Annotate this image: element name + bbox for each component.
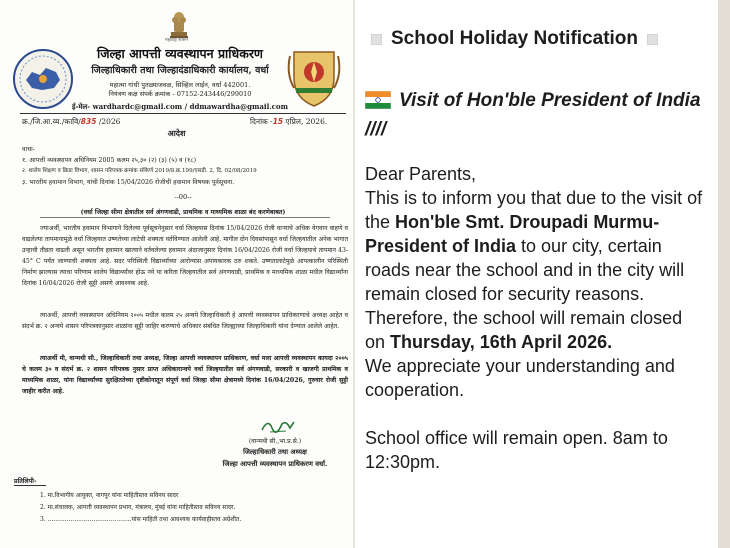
chat-message-panel [355, 0, 730, 548]
closure-date: Thursday, 16th April 2026. [390, 332, 613, 352]
office-address: महात्मा गांधी पुतळ्याजवळ, सिव्हिल लाईन, वर्धा 442001. [109, 81, 251, 89]
copy-label-underline [14, 485, 46, 486]
reference-item: १. आपत्ती व्यवस्थापन अधिनियम 2005 कलम २५,३० (२) (३) (५) व (१८) [22, 157, 197, 164]
message-paragraph-2: Therefore, the school will remain closed on Thursday, 16th April 2026. [365, 308, 683, 352]
office-email: ई-मेल- wardhardc@gmail.com / ddmawardha@gmail.com [71, 102, 289, 111]
visit-heading: Visit of Hon'ble President of India //// [365, 90, 701, 140]
signatory-authority: जिल्हा आपत्ती व्यवस्थापन प्राधिकरण वर्धा. [222, 460, 328, 468]
government-order-document [0, 0, 353, 548]
white-square-icon [647, 34, 658, 45]
order-paragraph-3: त्याअर्थी मी, वान्मथी सी., जिल्हाधिकारी तथा अध्यक्ष, जिल्हा आपत्ती व्यवस्थापन प्राधिकरण, वर्धा मला आपत्ती व्यवस्थापन कायदा २००५ चे कलम ३० व संदर्भ क्र. २ शासन परिपत्रक नुसार प्राप्त अधिकारान्वये वर्धा जिल्हयातील सर्व अंगणवाडी, सरकारी व खाजगी प्राथमिक व माध्यमिक शाळा, यांना विद्यार्थ्यांच्या सुरक्षिततेच्या दृष्टीकोनातून संपूर्ण वर्धा जिल्हा सीमा क्षेत्रामध्ये दिनांक 16/04/2026, गुरुवार रोजी सुट्टी जाहीर करीत आहे. [22, 355, 348, 395]
order-paragraph-2: त्याअर्थी, आपत्ती व्यवस्थापन अधिनियम २००५ मधील कलम २५ अन्वये जिल्हाधिकारी हे आपत्ती व्यवस्थापन प्राधिकरणाचे अध्यक्ष आहेत व संदर्भ क्र. २ अन्वये शासन परिपत्रकानुसार शाळांना सुट्टी जाहिर करण्याचे अधिकार संबंधित जिल्ह्याच्या जिल्हाधिकारी यांना देण्यात आलेले आहेत. [22, 312, 348, 330]
state-emblem-icon [168, 10, 190, 40]
separator: --00-- [174, 193, 192, 201]
white-square-icon [371, 34, 382, 45]
order-paragraph-1: ज्याअर्थी, भारतीय हवामान विभागाने दिलेल्या पूर्वसूचनेनुसार वर्धा जिल्हयास दिनांक 15/04/2026 रोजी वाऱ्याचे अधिक वेगवान वाहणे व वाढलेल्या तापमानामुळे वर्धा जिल्हयात उष्णतेच्या लाटेची शक्यता वर्तविण्यात आलेली आहे. मागील दोन दिवसांपासून वर्धा जिल्हयातील अनेक भागात उन्हाची तीव्रता वाढली असून भारतीय हवामान खात्याने वर्तवलेल्या हवामान अंदाजानुसार दिनांक 16/04/2026 रोजी वर्धा जिल्हयाचे तापमान 43-45° C पर्यंत जाण्याची शक्यता आहे. सदर परिस्थिती विद्यार्थ्यांच्या आरोग्यास अपायकारक ठरु शकते. उष्णतालाटेमुळे आपत्कालीन परिस्थिती निर्माण झाल्यास त्याचा परिणाम शालेय विद्यार्थ्यांवर होऊ नये या करिता जिल्हयातील सर्व अंगणवाडी, प्राथमिक व माध्यमिक शाळा मधील विद्यार्थ्यांना दिनांक 16/04/2026 रोजी सुट्टी असणे आवश्यक आहे. [22, 225, 348, 287]
authority-title: जिल्हा आपत्ती व्यवस्थापन प्राधिकरण [97, 46, 263, 61]
wardha-crest-icon [284, 44, 344, 110]
disaster-authority-logo-icon [12, 48, 74, 110]
signatory-name: (वान्मथी सी.,भा.प्र.से.) [248, 438, 302, 445]
header-divider [20, 113, 346, 114]
president-name: Hon'ble Smt. Droupadi Murmu-President of India [365, 212, 660, 256]
copy-to-label: प्रतिलिपी- [14, 478, 37, 485]
reference-item: २. शालेय शिक्षण व क्रिडा विभाग, शासन परिपत्रक क्रमांक संकिर्ण 2019/प्र.क्र.199/एसडी. 2, दि. 02/08/2019 [22, 168, 257, 174]
control-room-contact: नियंत्रण कक्ष संपर्क क्रमांक - 07152-243446/299010 [108, 90, 252, 98]
office-hours-note: School office will remain open. 8am to 12:30pm. [365, 428, 668, 472]
reference-item: ३. भारतीय हवामान विभाग, यांची दिनांक 15/04/2026 रोजीची हवामान विषयक पूर्वसूचना. [22, 179, 235, 186]
message-body [365, 162, 706, 474]
emblem-caption: महाराष्ट्र शासन [164, 38, 189, 43]
chat-background-strip [718, 0, 730, 548]
signature-icon [260, 416, 296, 434]
reference-number: क्र./जि.आ.व्य./कावि/835 /2026 [22, 117, 121, 126]
message-paragraph-1: This is to inform you that due to the visit of the Hon'ble Smt. Droupadi Murmu-President of India to our city, certain roads near the school and in the city will remain closed for security reasons. [365, 188, 703, 304]
india-flag-icon [365, 91, 391, 109]
notification-title: School Holiday Notification [391, 28, 639, 49]
order-subject: (वर्धा जिल्हा सीमा क्षेत्रातील सर्व अंगणवाडी, प्राथमिक व माध्यमिक शाळा बंद करणेबाबत) [80, 209, 286, 216]
salutation: Dear Parents, [365, 164, 477, 184]
subject-underline [40, 217, 330, 218]
notification-title-row [371, 28, 706, 50]
office-subtitle: जिल्हाधिकारी तथा जिल्हादंडाधिकारी कार्यालय, वर्धा [91, 65, 269, 76]
copy-recipient: 2. मा.संचालक, आपत्ती व्यवस्थापन प्रभाग, मंत्रालय, मुंबई यांना माहितीस्तव सविनय सादर. [40, 504, 236, 511]
copy-recipient: 3. ............................................यांस माहिती तथा आवश्यक कार्यवाहीस्तव अग्रेशीत. [40, 516, 242, 523]
order-heading: आदेश [167, 128, 186, 138]
copy-recipient: 1. मा.विभागीय आयुक्त, नागपूर यांना माहितीस्तव सविनय सादर [40, 492, 179, 499]
message-bubble[interactable] [355, 0, 718, 548]
order-date: दिनांक -15 एप्रिल, 2026. [250, 117, 328, 126]
visit-heading-row [365, 86, 706, 144]
message-paragraph-3: We appreciate your understanding and cooperation. [365, 356, 675, 400]
signatory-role: जिल्हाधिकारी तथा अध्यक्ष [243, 448, 307, 456]
references-label: वाचा- [22, 146, 35, 153]
